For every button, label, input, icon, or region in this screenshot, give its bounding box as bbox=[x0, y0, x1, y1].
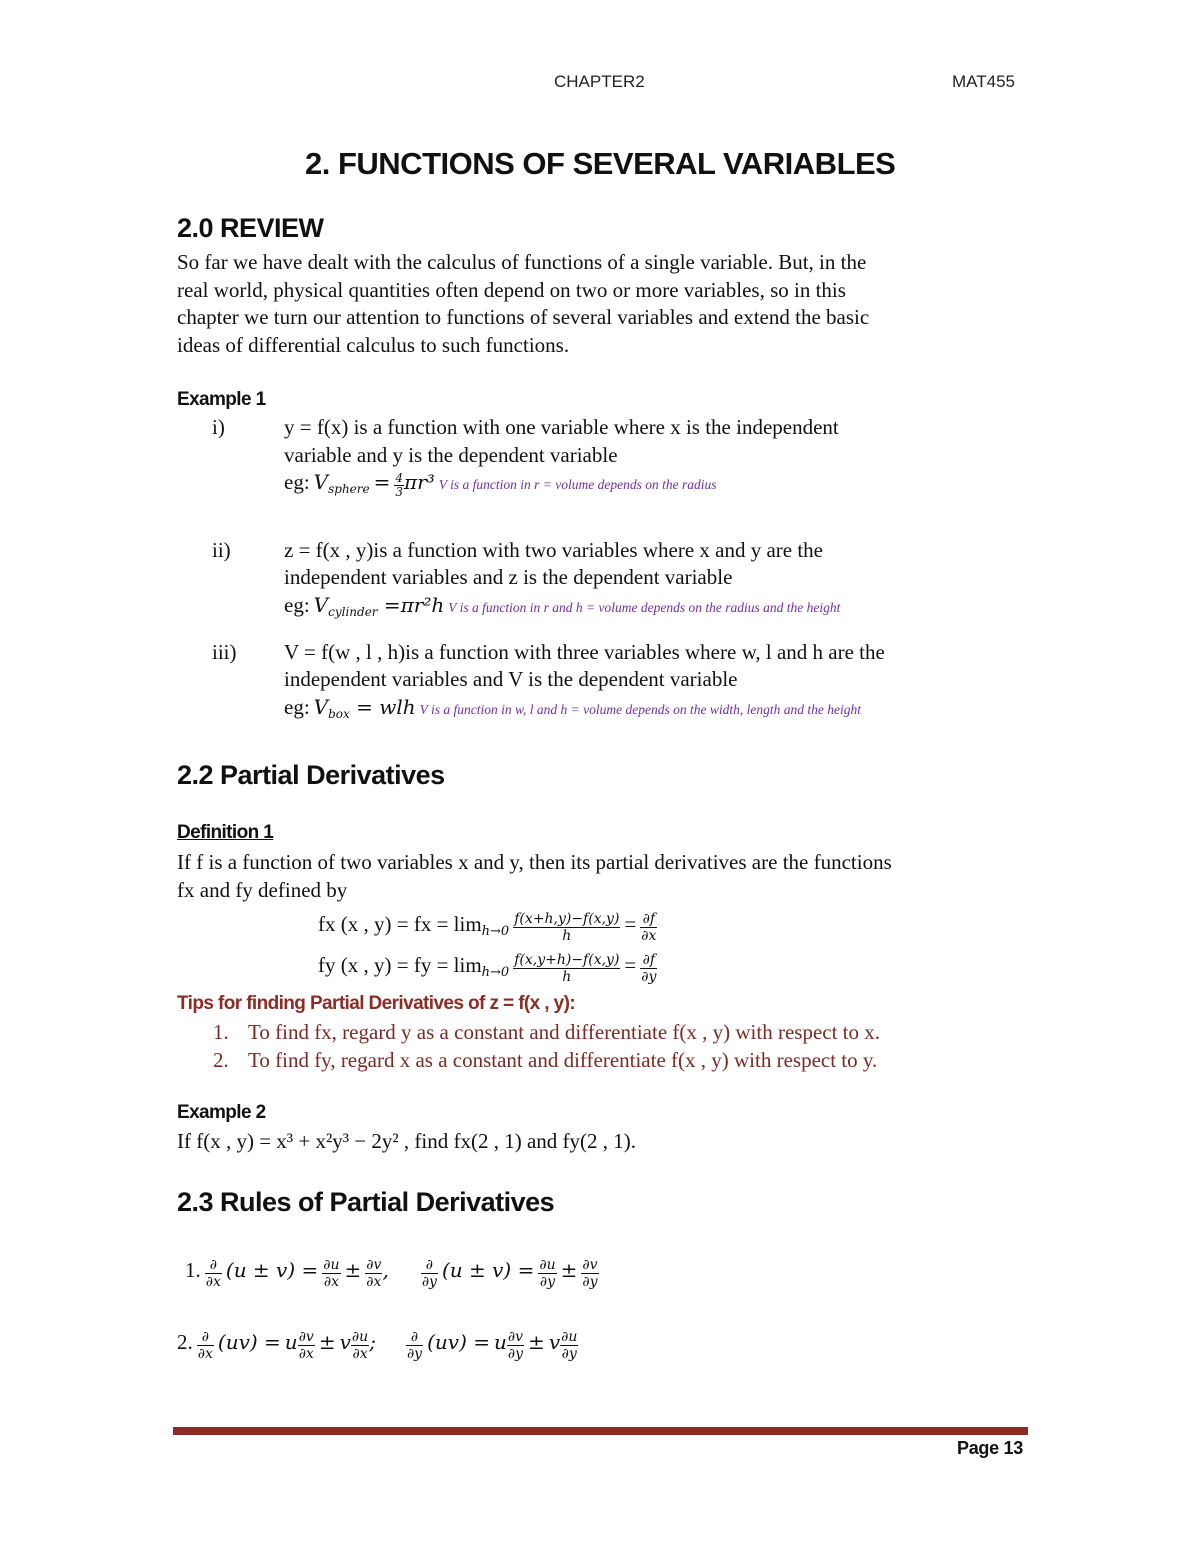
tip-text: To find fy, regard x as a constant and differentiate f(x , y) with respect to y. bbox=[248, 1048, 878, 1072]
rule-expr: (uv) = bbox=[427, 1330, 490, 1354]
rule-expr: (u ± v) = bbox=[225, 1258, 319, 1282]
formula-note: V is a function in w, l and h = volume depends on the width, length and the height bbox=[419, 702, 861, 717]
d-dx-fraction: $\frac{\partial}{\partial x}$ bbox=[197, 1328, 213, 1362]
formula-eq: = bbox=[373, 470, 391, 494]
rule-1 bbox=[185, 1250, 599, 1293]
partial-heading: 2.2 Partial Derivatives bbox=[177, 760, 445, 790]
formula-sub: cylinder bbox=[328, 605, 378, 620]
example1-item-line: independent variables and V is the dependent variable bbox=[284, 667, 738, 691]
pm-sign: ± bbox=[560, 1258, 578, 1282]
chapter-label: CHAPTER2 bbox=[554, 72, 645, 91]
v-var: v bbox=[548, 1330, 561, 1354]
eg-prefix: eg: bbox=[284, 695, 310, 719]
u-var: u bbox=[284, 1330, 298, 1354]
example1-item-num: ii) bbox=[212, 538, 231, 562]
eg-prefix: eg: bbox=[284, 470, 310, 494]
example1-item-line: independent variables and z is the dependent variable bbox=[284, 565, 733, 589]
formula-note: V is a function in r = volume depends on the radius bbox=[438, 477, 717, 492]
definition-label: Definition 1 bbox=[177, 822, 274, 843]
du-dx-fraction: $\frac{\partial u}{\partial x}$ bbox=[351, 1328, 369, 1362]
fx-partial: $\frac{\partial f}{\partial x}$ bbox=[641, 910, 657, 944]
example1-item-eg bbox=[284, 470, 716, 499]
page-title: 2. FUNCTIONS OF SEVERAL VARIABLES bbox=[305, 146, 896, 181]
formula-var: V bbox=[313, 593, 329, 617]
example1-item-line: V = f(w , l , h)is a function with three variables where w, l and h are the bbox=[284, 640, 885, 664]
rule-num: 1. bbox=[185, 1258, 201, 1282]
formula-rest: = wlh bbox=[349, 695, 416, 719]
fy-formula bbox=[318, 945, 657, 993]
fy-difference-quotient: $\frac{f(x,y+h)-f(x,y)}{h}$ bbox=[514, 951, 620, 985]
rule-expr: (u ± v) = bbox=[441, 1258, 535, 1282]
formula-sub: sphere bbox=[328, 482, 370, 497]
du-dy-fraction: $\frac{\partial u}{\partial y}$ bbox=[561, 1328, 578, 1362]
tip-text: To find fx, regard y as a constant and differentiate f(x , y) with respect to x. bbox=[248, 1020, 881, 1044]
review-line: chapter we turn our attention to functions of several variables and extend the basic bbox=[177, 305, 870, 329]
d-dx-fraction: $\frac{\partial}{\partial x}$ bbox=[205, 1256, 221, 1290]
d-dy-fraction: $\frac{\partial}{\partial y}$ bbox=[421, 1256, 437, 1290]
fx-lhs: fx (x , y) = fx = lim bbox=[318, 912, 482, 936]
review-paragraph bbox=[177, 249, 869, 359]
formula-sub: box bbox=[328, 707, 350, 722]
formula-note: V is a function in r and h = volume depends on the radius and the height bbox=[448, 600, 841, 615]
d-dy-fraction: $\frac{\partial}{\partial y}$ bbox=[406, 1328, 423, 1362]
rule-num: 2. bbox=[177, 1330, 193, 1354]
example2-label: Example 2 bbox=[177, 1102, 266, 1123]
example1-item-line: z = f(x , y)is a function with two variables where x and y are the bbox=[284, 538, 823, 562]
formula-rest: πr³ bbox=[404, 470, 435, 494]
fx-lim-sub: h→0 bbox=[481, 924, 510, 940]
eg-prefix: eg: bbox=[284, 593, 310, 617]
example2-text: If f(x , y) = x³ + x²y³ − 2y² , find fx(2 , 1) and fy(2 , 1). bbox=[177, 1129, 637, 1153]
separator: ; bbox=[369, 1330, 376, 1354]
example1-item-num: i) bbox=[212, 415, 225, 439]
fy-eq: = bbox=[624, 953, 637, 977]
formula-fraction: $\frac{4}{3}$ bbox=[395, 470, 404, 499]
review-line: ideas of differential calculus to such functions. bbox=[177, 332, 570, 357]
rule-2 bbox=[177, 1322, 578, 1365]
example1-item-line: y = f(x) is a function with one variable where x is the independent bbox=[284, 415, 839, 439]
separator: , bbox=[382, 1258, 389, 1282]
pm-sign: ± bbox=[528, 1330, 545, 1354]
footer-rule bbox=[173, 1427, 1028, 1435]
example1-item-num: iii) bbox=[212, 640, 237, 664]
u-var: u bbox=[494, 1330, 507, 1354]
example1-label: Example 1 bbox=[177, 389, 266, 410]
pm-sign: ± bbox=[318, 1330, 336, 1354]
pm-sign: ± bbox=[344, 1258, 362, 1282]
dv-dx-fraction: $\frac{\partial v}{\partial x}$ bbox=[366, 1256, 382, 1290]
page-number: Page 13 bbox=[957, 1438, 1023, 1458]
fy-lim-sub: h→0 bbox=[481, 965, 510, 981]
rule-expr: (uv) = bbox=[217, 1330, 281, 1354]
tips-label: Tips for finding Partial Derivatives of z = f(x , y): bbox=[177, 993, 576, 1014]
formula-var: V bbox=[313, 695, 329, 719]
formula-rest: =πr²h bbox=[377, 593, 445, 617]
definition-line: fx and fy defined by bbox=[177, 878, 348, 902]
du-dx-fraction: $\frac{\partial u}{\partial x}$ bbox=[323, 1256, 340, 1290]
example1-item-eg bbox=[284, 593, 840, 619]
v-var: v bbox=[339, 1330, 351, 1354]
dv-dy-fraction: $\frac{\partial v}{\partial y}$ bbox=[582, 1256, 598, 1290]
definition-line: If f is a function of two variables x and y, then its partial derivatives are the functions bbox=[177, 850, 892, 874]
review-line: So far we have dealt with the calculus of functions of a single variable. But, in the bbox=[177, 250, 867, 274]
fx-difference-quotient: $\frac{f(x+h,y)-f(x,y)}{h}$ bbox=[514, 910, 620, 944]
rules-heading: 2.3 Rules of Partial Derivatives bbox=[177, 1187, 555, 1217]
du-dy-fraction: $\frac{\partial u}{\partial y}$ bbox=[539, 1256, 556, 1290]
fy-lhs: fy (x , y) = fy = lim bbox=[318, 953, 482, 977]
example1-item-eg bbox=[284, 695, 861, 721]
dv-dy-fraction: $\frac{\partial v}{\partial y}$ bbox=[507, 1328, 524, 1362]
review-heading: 2.0 REVIEW bbox=[177, 213, 324, 243]
course-code: MAT455 bbox=[952, 72, 1015, 91]
tip-num: 2. bbox=[213, 1048, 229, 1072]
dv-dx-fraction: $\frac{\partial v}{\partial x}$ bbox=[298, 1328, 314, 1362]
example1-item-line: variable and y is the dependent variable bbox=[284, 443, 618, 467]
fy-partial: $\frac{\partial f}{\partial y}$ bbox=[641, 951, 657, 985]
fx-eq: = bbox=[624, 912, 637, 936]
formula-var: V bbox=[313, 470, 329, 494]
tip-num: 1. bbox=[213, 1020, 229, 1044]
review-line: real world, physical quantities often depend on two or more variables, so in this bbox=[177, 277, 846, 302]
